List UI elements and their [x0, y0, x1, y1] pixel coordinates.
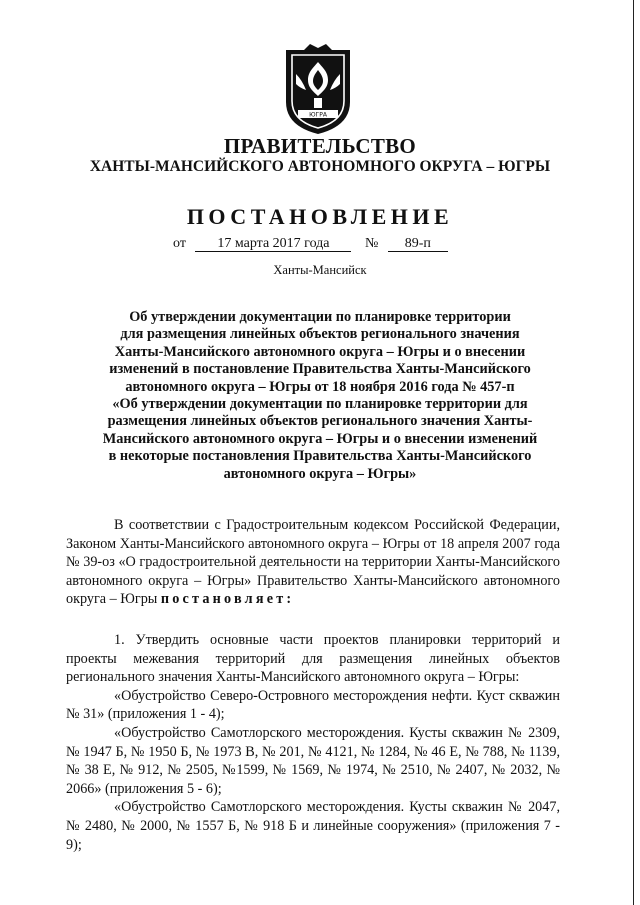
title-line: Мансийского автономного округа – Югры и о внесении изменений	[102, 430, 538, 447]
coat-of-arms-emblem-icon	[280, 44, 356, 138]
item-1-paragraph: 1. Утвердить основные части проектов планировки территорий и проекты межевания территорий для размещения линейных объектов регионального значения Ханты-Мансийского автономного округа – Югры:	[66, 631, 560, 686]
document-title	[86, 309, 554, 483]
title-line: автономного округа – Югры»	[223, 465, 417, 482]
title-line: Об утверждении документации по планировке территории	[129, 309, 511, 325]
title-line: «Об утверждении документации по планировке территории для	[112, 396, 528, 413]
document-number: 89-п	[388, 236, 448, 252]
title-line: в некоторые постановления Правительства Ханты-Мансийского	[108, 448, 532, 465]
title-line: Ханты-Мансийского автономного округа – Югры и о внесении	[114, 343, 526, 360]
title-line: изменений в постановление Правительства Ханты-Мансийского	[109, 361, 531, 378]
org-title: ПРАВИТЕЛЬСТВО	[223, 134, 417, 158]
sub-item-1: «Обустройство Северо-Островного месторождения нефти. Куст скважин № 31» (приложения 1 - 4);	[66, 687, 560, 723]
date-prefix: от	[173, 236, 186, 251]
title-line: для размещения линейных объектов регионального значения	[120, 326, 520, 343]
title-line: размещения линейных объектов регионального значения Ханты-	[107, 413, 533, 430]
decree-word: постановляет:	[160, 591, 295, 608]
preamble-paragraph	[66, 516, 560, 609]
city-name: Ханты-Мансийск	[273, 263, 367, 277]
document-date: 17 марта 2017 года	[195, 236, 351, 252]
emblem-ribbon-text: ЮГРА	[309, 111, 327, 119]
org-subtitle: ХАНТЫ-МАНСИЙСКОГО АВТОНОМНОГО ОКРУГА – ЮГРЫ	[89, 158, 551, 175]
document-type: ПОСТАНОВЛЕНИЕ	[186, 204, 454, 229]
sub-item-2: «Обустройство Самотлорского месторождения. Кусты скважин № 2309, № 1947 Б, № 1950 Б, № 1973 В, № 201, № 4121, № 1284, № 46 Е, № 788, № 1139, № 38 Е, № 912, № 2505, №1599, № 1569, № 1974, № 2510, № 2407, № 2032, № 2066» (приложения 5 - 6);	[66, 724, 560, 797]
number-prefix: №	[364, 236, 379, 251]
preamble-text: В соответствии с Градостроительным кодексом Российской Федерации, Законом Ханты-Мансийского автономного округа – Югры от 18 апреля 2007 года № 39-оз «О градостроительной деятельности на территории Ханты-Мансийского автономного округа – Югры» Правительство Ханты-Мансийского автономного округа – Югры	[66, 517, 560, 608]
sub-item-3: «Обустройство Самотлорского месторождения. Кусты скважин № 2047, № 2480, № 2000, № 1557 Б, № 918 Б и линейные сооружения» (приложения 7 - 9);	[66, 799, 560, 853]
date-number-line	[173, 236, 448, 252]
title-line: автономного округа – Югры от 18 ноября 2016 года № 457-п	[125, 378, 515, 395]
document-body	[66, 516, 560, 854]
